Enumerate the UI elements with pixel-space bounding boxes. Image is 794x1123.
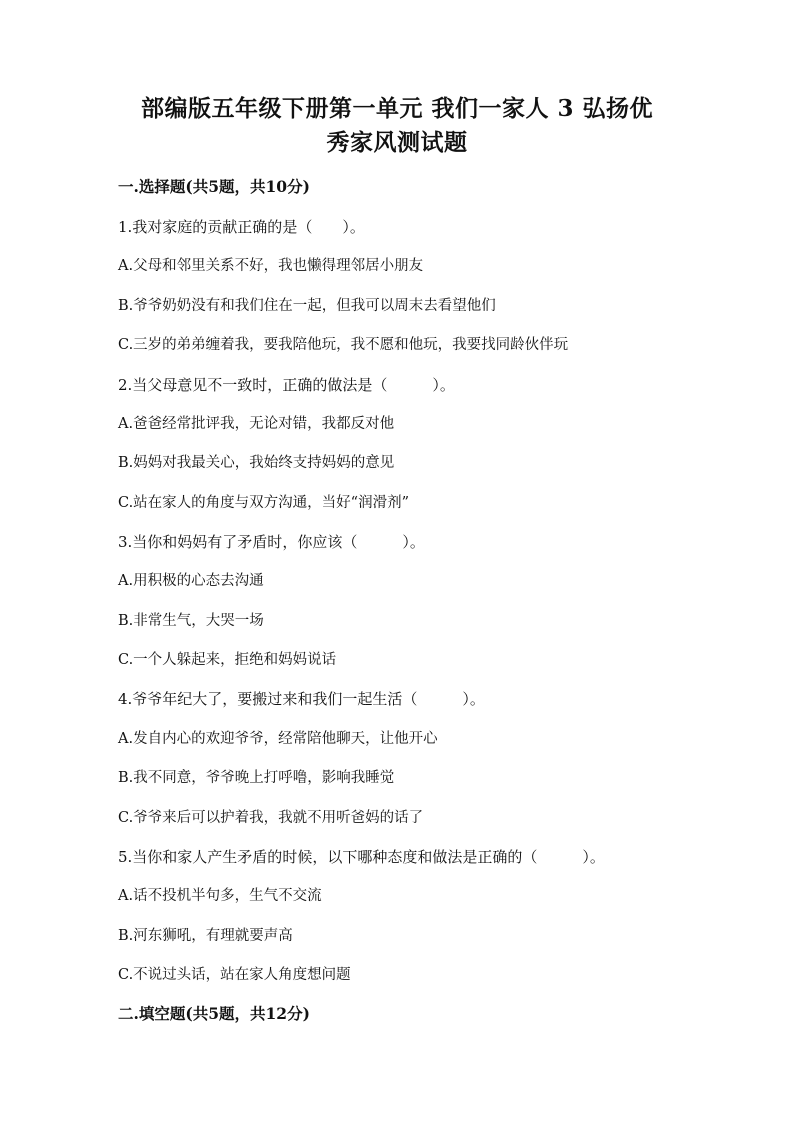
- question-5-option-c: C.不说过头话，站在家人角度想问题: [118, 967, 351, 983]
- question-2-option-a: A.爸爸经常批评我，无论对错，我都反对他: [118, 416, 395, 432]
- question-3-option-b: B.非常生气，大哭一场: [118, 613, 264, 629]
- question-4-option-c: C.爷爷来后可以护着我，我就不用听爸妈的话了: [118, 810, 424, 826]
- question-3-option-c: C.一个人躲起来，拒绝和妈妈说话: [118, 652, 337, 668]
- document-title: [60, 92, 734, 160]
- question-4-option-b: B.我不同意，爷爷晚上打呼噜，影响我睡觉: [118, 770, 395, 786]
- title-line-2: 秀家风测试题: [326, 129, 468, 156]
- title-line-1: 部编版五年级下册第一单元 我们一家人 3 弘扬优: [140, 95, 654, 122]
- question-4-option-a: A.发自内心的欢迎爷爷，经常陪他聊天，让他开心: [118, 731, 438, 747]
- question-1-option-a: A.父母和邻里关系不好，我也懒得理邻居小朋友: [118, 258, 424, 274]
- question-2-option-c: C.站在家人的角度与双方沟通，当好“润滑剂”: [118, 495, 410, 511]
- question-5-option-b: B.河东狮吼，有理就要声高: [118, 928, 293, 944]
- question-5-stem: 5.当你和家人产生矛盾的时候，以下哪种态度和做法是正确的（ ）。: [118, 848, 605, 866]
- question-2-option-b: B.妈妈对我最关心，我始终支持妈妈的意见: [118, 455, 395, 471]
- question-5-option-a: A.话不投机半句多，生气不交流: [118, 888, 322, 904]
- question-4-stem: 4.爷爷年纪大了，要搬过来和我们一起生活（ ）。: [118, 690, 485, 708]
- question-1-option-c: C.三岁的弟弟缠着我，要我陪他玩，我不愿和他玩，我要找同龄伙伴玩: [118, 337, 569, 353]
- question-1-stem: 1.我对家庭的贡献正确的是（ ）。: [118, 218, 365, 236]
- section-heading-choice: 一.选择题(共5题，共10分): [118, 177, 310, 196]
- question-3-stem: 3.当你和妈妈有了矛盾时，你应该（ ）。: [118, 533, 425, 551]
- question-3-option-a: A.用积极的心态去沟通: [118, 573, 264, 589]
- section-heading-fill-in: 二.填空题(共5题，共12分): [118, 1004, 310, 1023]
- question-1-option-b: B.爷爷奶奶没有和我们住在一起，但我可以周末去看望他们: [118, 298, 496, 314]
- question-2-stem: 2.当父母意见不一致时，正确的做法是（ ）。: [118, 376, 455, 394]
